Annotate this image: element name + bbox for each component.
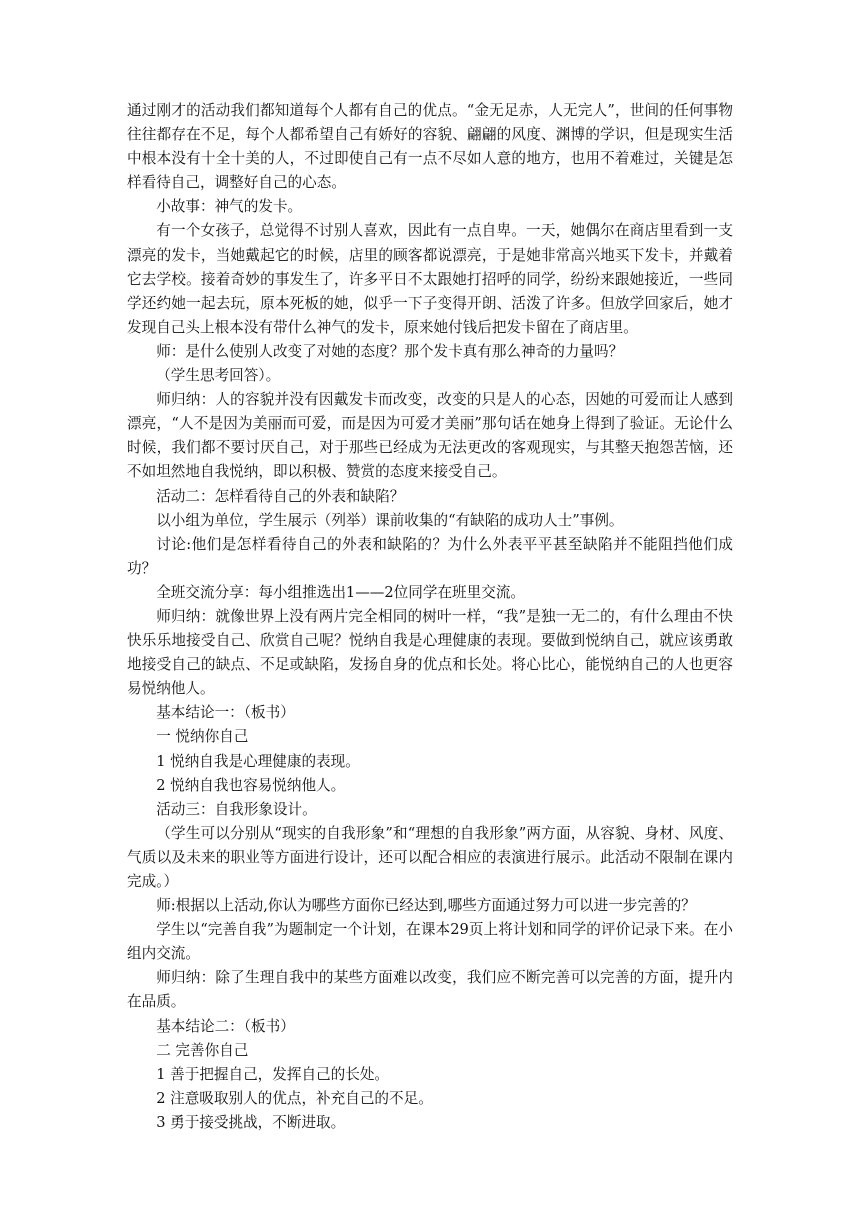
- paragraph-group-display: 以小组为单位，学生展示（列举）课前收集的“有缺陷的成功人士”事例。: [156, 511, 624, 529]
- paragraph-conclusion-2-title: 二 完善你自己: [156, 1041, 249, 1059]
- paragraph-conclusion-1-title: 一 悦纳你自己: [156, 728, 249, 746]
- paragraph-teacher-question-2: 师:根据以上活动,你认为哪些方面你已经达到,哪些方面通过努力可以进一步完善的？: [156, 897, 696, 915]
- paragraph-student-plan: 学生以“完善自我”为题制定一个计划，在课本29页上将计划和同学的评价记录下来。在小组内交流。: [127, 921, 733, 963]
- paragraph-conclusion-1-heading: 基本结论一：（板书）: [156, 704, 295, 722]
- list-item: 2 注意吸取别人的优点，补充自己的不足。: [156, 1089, 433, 1107]
- paragraph-class-share: 全班交流分享：每小组推选出1——2位同学在班里交流。: [156, 583, 526, 601]
- paragraph-activity-3: 活动三：自我形象设计。: [156, 800, 317, 818]
- paragraph-story: 有一个女孩子，总觉得不讨别人喜欢，因此有一点自卑。一天，她偶尔在商店里看到一支漂亮的发卡，当她戴起它的时候，店里的顾客都说漂亮，于是她非常高兴地买下发卡，并戴着它去学校。接着奇妙的事发生了，许多平日不太跟她打招呼的同学，纷纷来跟她接近，一些同学还约她一起去玩，原本死板的她，似乎一下子变得开朗、活泼了许多。但放学回家后，她才发现自己头上根本没有带什么神气的发卡，原来她付钱后把发卡留在了商店里。: [127, 222, 733, 336]
- paragraph-activity-2: 活动二：怎样看待自己的外表和缺陷？: [156, 487, 405, 505]
- paragraph-intro: 通过刚才的活动我们都知道每个人都有自己的优点。“金无足赤，人无完人”，世间的任何事物往往都存在不足，每个人都希望自己有娇好的容貌、翩翩的风度、渊博的学识，但是现实生活中根本没有十全十美的人，不过即使自己有一点不尽如人意的地方，也用不着难过，关键是怎样看待自己，调整好自己的心态。: [127, 102, 733, 192]
- paragraph-teacher-question: 师：是什么使别人改变了对她的态度？那个发卡真有那么神奇的力量吗？: [156, 342, 624, 360]
- paragraph-teacher-summary-1: 师归纳：人的容貌并没有因戴发卡而改变，改变的只是人的心态，因她的可爱而让人感到漂亮，“人不是因为美丽而可爱，而是因为可爱才美丽”那句话在她身上得到了验证。无论什么时候，我们都不要讨厌自己，对于那些已经成为无法更改的客观现实，与其整天抱怨苦恼，还不如坦然地自我悦纳，即以积极、赞赏的态度来接受自己。: [127, 391, 733, 481]
- paragraph-student-answer: （学生思考回答）。: [156, 367, 281, 385]
- document-body: [127, 99, 733, 1135]
- paragraph-activity-3-note: （学生可以分别从“现实的自我形象”和“理想的自我形象”两方面，从容貌、身材、风度、气质以及未来的职业等方面进行设计，还可以配合相应的表演进行展示。此活动不限制在课内完成。）: [127, 824, 733, 890]
- paragraph-teacher-summary-3: 师归纳：除了生理自我中的某些方面难以改变，我们应不断完善可以完善的方面，提升内在品质。: [127, 969, 733, 1011]
- list-item: 2 悦纳自我也容易悦纳他人。: [156, 776, 346, 794]
- list-item: 1 悦纳自我是心理健康的表现。: [156, 752, 360, 770]
- paragraph-teacher-summary-2: 师归纳：就像世界上没有两片完全相同的树叶一样，“我”是独一无二的，有什么理由不快快乐乐地接受自己、欣赏自己呢？悦纳自我是心理健康的表现。要做到悦纳自己，就应该勇敢地接受自己的缺点、不足或缺陷，发扬自身的优点和长处。将心比心，能悦纳自己的人也更容易悦纳他人。: [127, 607, 733, 698]
- paragraph-conclusion-2-heading: 基本结论二：（板书）: [156, 1017, 295, 1035]
- paragraph-story-title: 小故事：神气的发卡。: [156, 198, 303, 216]
- list-item: 1 善于把握自己，发挥自己的长处。: [156, 1065, 390, 1083]
- list-item: 3 勇于接受挑战，不断进取。: [156, 1113, 346, 1131]
- paragraph-discussion: 讨论:他们是怎样看待自己的外表和缺陷的？为什么外表平平甚至缺陷并不能阻挡他们成功？: [127, 535, 733, 577]
